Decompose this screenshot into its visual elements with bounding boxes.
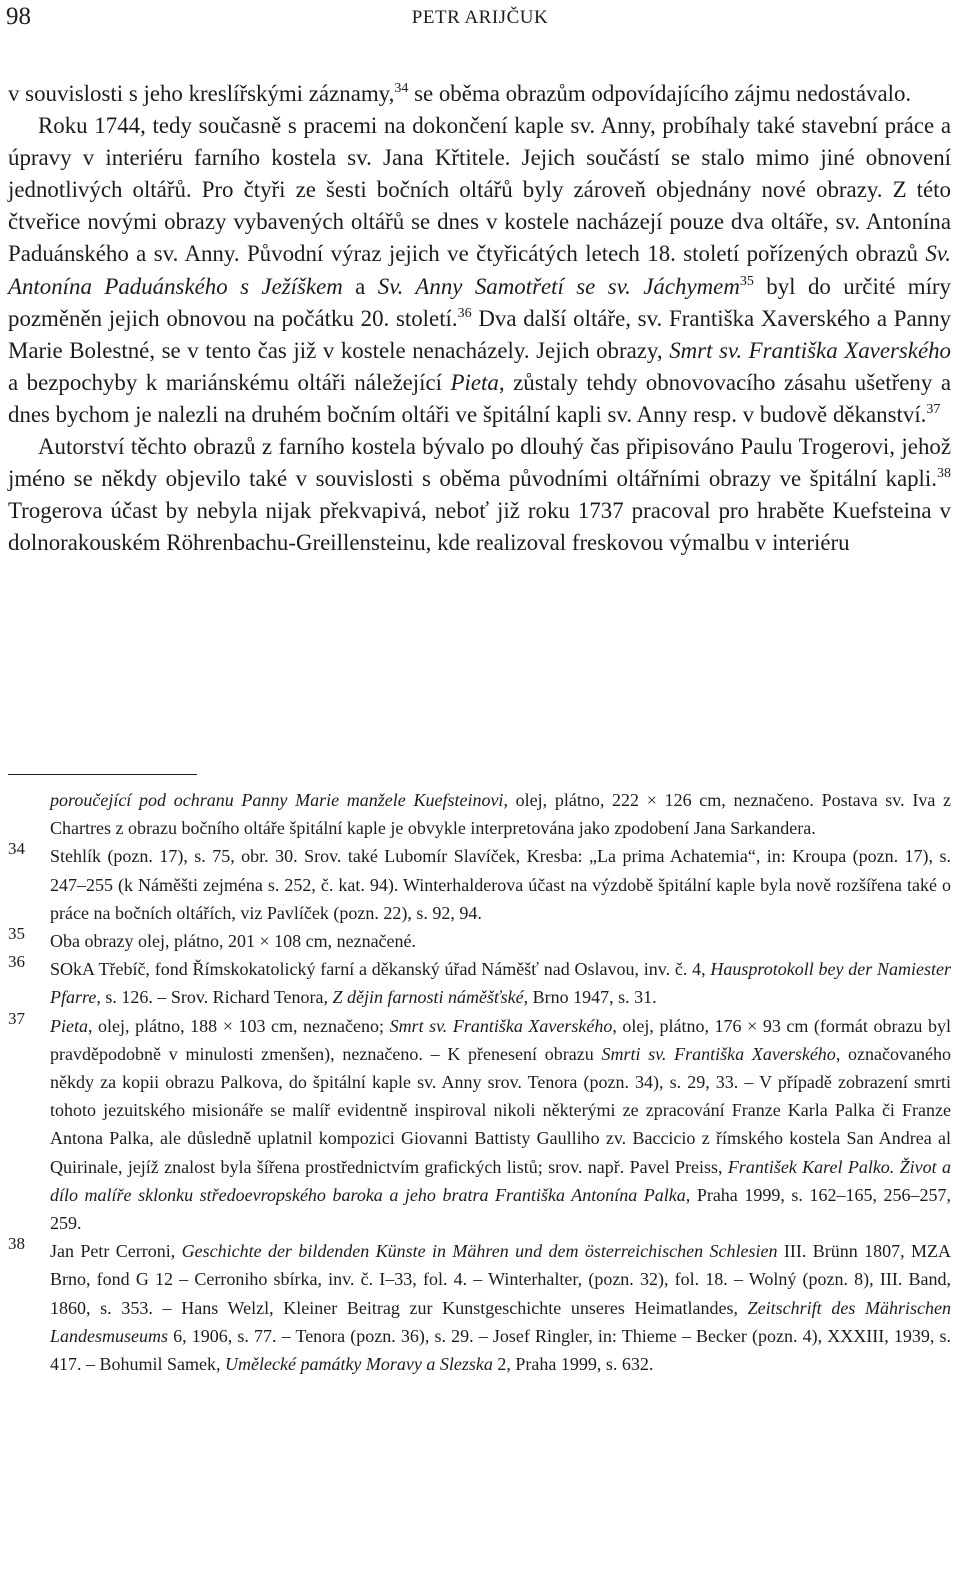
text-run: Trogerova účast by nebyla nijak překvapivá, neboť již roku 1737 pracoval pro hraběte Kuefsteina v dolnorakouském Röhrenbachu-Greillensteinu, kde realizoval freskovou výmalbu v interiéru <box>8 498 951 556</box>
text-run: Dva další oltáře, sv. Františka Xaverského a Panny Marie Bolestné, se v tento čas již v kostele nenacházely. Jejich obrazy, <box>8 305 951 363</box>
footnote-ref: 34 <box>394 81 409 96</box>
text-run: a bezpochyby k mariánskému oltáři náležející <box>8 369 451 395</box>
italic-text: František Karel Palko. Život a dílo malíře sklonku středoevropského baroka a jeho bratra Františka Antonína Palka <box>50 1156 951 1205</box>
text-run: a <box>342 273 378 299</box>
footnote-number: 37 <box>8 1008 25 1028</box>
text-run: 2, Praha 1999, s. 632. <box>492 1354 654 1375</box>
footnote-ref: 37 <box>926 401 941 417</box>
footnote-37 <box>8 1008 951 1238</box>
footnote-text <box>50 1241 951 1374</box>
italic-text: poroučející pod ochranu Panny Marie manžele Kuefsteinovi <box>50 790 504 810</box>
running-head: PETR ARIJČUK <box>411 7 549 28</box>
text-run: , s. 126. – Srov. Richard Tenora, <box>96 987 333 1008</box>
text-run: Jan Petr Cerroni, <box>50 1241 182 1262</box>
footnote-separator <box>8 774 197 775</box>
footnote-ref: 36 <box>457 305 472 321</box>
italic-text: Umělecké památky Moravy a Slezska <box>225 1354 493 1375</box>
text-run: se oběma obrazům odpovídajícího zájmu nedostávalo. <box>408 81 912 106</box>
italic-text: Hausprotokoll bey der Namiester Pfarre <box>50 959 951 1008</box>
main-text <box>8 78 951 559</box>
italic-text: Smrt sv. Františka Xaverského <box>389 1015 613 1036</box>
paragraph-2 <box>8 110 951 431</box>
footnote-text <box>50 1016 951 1233</box>
text-run: , Brno 1947, s. 31. <box>523 987 657 1008</box>
text-run: v souvislosti s jeho kreslířskými záznamy, <box>8 81 395 106</box>
italic-text: Pieta <box>50 1015 88 1036</box>
footnote-text <box>50 846 951 922</box>
text-run: , olej, plátno, 222 × 126 cm, neznačeno. Postava sv. Iva z Chartres z obrazu bočního oltáře špitální kaple je obvykle interpretována jako zpodobení Jana Sarkandera. <box>50 790 951 839</box>
text-run: , olej, plátno, 188 × 103 cm, neznačeno; <box>88 1015 390 1036</box>
text-run: , označovaného někdy za kopii obrazu Palkova, do špitální kaple sv. Anny srov. Tenora (pozn. 34), s. 29, 33. – V případě zobrazení smrti tohoto jezuitského misionáře se malíř evidentně inspiroval nikoli některými ze zpracování Franze Karla Palka či Franze Antona Palka, ale důsledně uplatnil kompozici Giovanni Battisty Gaulliho zv. Baccicio z římského kostela San Andrea al Quirinale, jejíž znalost byla šířena prostřednictvím grafických listů; srov. např. Pavel Preiss, <box>50 1043 951 1177</box>
text-run: III. Brünn 1807, MZA Brno, fond G 12 – Cerroniho sbírka, inv. č. I–33, fol. 4. – Winterhalter, (pozn. 32), fol. 18. – Wolný (pozn. 8), III. Band, 1860, s. 353. – Hans Welzl, Kleiner Beitrag zur Kunstgeschichte unseres Heimatlandes, <box>50 1241 951 1318</box>
footnote-34 <box>8 839 951 927</box>
italic-text: Sv. Anny Samotřetí se sv. Jáchymem <box>377 273 740 299</box>
text-run: Roku 1744, tedy současně s pracemi na dokončení kaple sv. Anny, probíhaly také stavební práce a úpravy v interiéru farního kostela sv. Jana Křtitele. Jejich součástí se stalo mimo jiné obnovení jednotlivých oltářů. Pro čtyři ze šesti bočních oltářů byly zároveň objednány nové obrazy. Z této čtveřice novými obrazy vybavených oltářů se dnes v kostele nacházejí pouze dva oltáře, sv. Antonína Paduánského a sv. Anny. Původní výraz jejich ve čtyřicátých letech 18. století pořízených obrazů <box>8 113 951 267</box>
footnote-ref: 35 <box>739 273 754 289</box>
text-run: , olej, plátno, 176 × 93 cm (formát obrazu byl pravděpodobně v minulosti zmenšen), neznačeno. – K přenesení obrazu <box>50 1015 951 1064</box>
text-run: byl do určité míry pozměněn jejich obnovou na počátku 20. století. <box>8 273 951 331</box>
italic-text: Z dějin farnosti náměšťské <box>332 987 524 1008</box>
footnote-text <box>50 931 416 951</box>
italic-text: Pieta <box>450 369 499 395</box>
text-run: , zůstaly tehdy obnovovacího zásahu ušetřeny a dnes bychom je nalezli na druhém bočním oltáři ve špitální kapli sv. Anny resp. v budově děkanství. <box>8 369 951 427</box>
italic-text: Sv. Antonína Paduánského s Ježíškem <box>8 241 951 299</box>
page-number: 98 <box>6 3 31 30</box>
paragraph-3 <box>8 431 951 559</box>
footnote-36 <box>8 952 951 1011</box>
footnote-continuation <box>8 786 951 842</box>
footnote-number: 34 <box>8 839 25 859</box>
paragraph-1 <box>8 78 951 110</box>
footnote-number: 35 <box>8 924 25 944</box>
text-run: 6, 1906, s. 77. – Tenora (pozn. 36), s. 29. – Josef Ringler, in: Thieme – Becker (pozn. 4), XXXIII, 1939, s. 417. – Bohumil Samek, <box>50 1325 951 1375</box>
footnote-text <box>50 959 951 1007</box>
text-run: , Praha 1999, s. 162–165, 256–257, 259. <box>50 1184 951 1234</box>
text-run: Oba obrazy olej, plátno, 201 × 108 cm, neznačené. <box>50 931 417 952</box>
text-run: Stehlík (pozn. 17), s. 75, obr. 30. Srov. také Lubomír Slavíček, Kresba: „La prima Achatemia“, in: Kroupa (pozn. 17), s. 247–255 (k Náměšti zejména s. 252, č. kat. 94). Winterhalderova účast na výzdobě špitální kaple byla nově rozšířena také o práce na bočních oltářích, viz Pavlíček (pozn. 22), s. 92, 94. <box>50 846 951 923</box>
text-run: SOkA Třebíč, fond Římskokatolický farní a děkanský úřad Náměšť nad Oslavou, inv. č. 4, <box>50 959 711 980</box>
italic-text: Geschichte der bildenden Künste in Mähren und dem österreichischen Schlesien <box>181 1241 778 1262</box>
footnotes <box>8 786 951 1378</box>
italic-text: Zeitschrift des Mährischen Landesmuseums <box>50 1297 952 1346</box>
italic-text: Smrti sv. Františka Xaverského <box>601 1043 836 1064</box>
footnote-number: 36 <box>8 952 25 972</box>
italic-text: Smrt sv. Františka Xaverského <box>669 337 952 363</box>
footnote-ref: 38 <box>937 466 951 482</box>
footnote-38 <box>8 1234 952 1378</box>
footnote-number: 38 <box>8 1234 25 1254</box>
footnote-text <box>50 790 951 838</box>
footnote-35 <box>8 924 951 955</box>
text-run: Autorství těchto obrazů z farního kostela bývalo po dlouhý čas připisováno Paulu Trogerovi, jehož jméno se někdy objevilo také v souvislosti s oběma původními oltářními obrazy ve špitální kapli. <box>8 434 951 492</box>
